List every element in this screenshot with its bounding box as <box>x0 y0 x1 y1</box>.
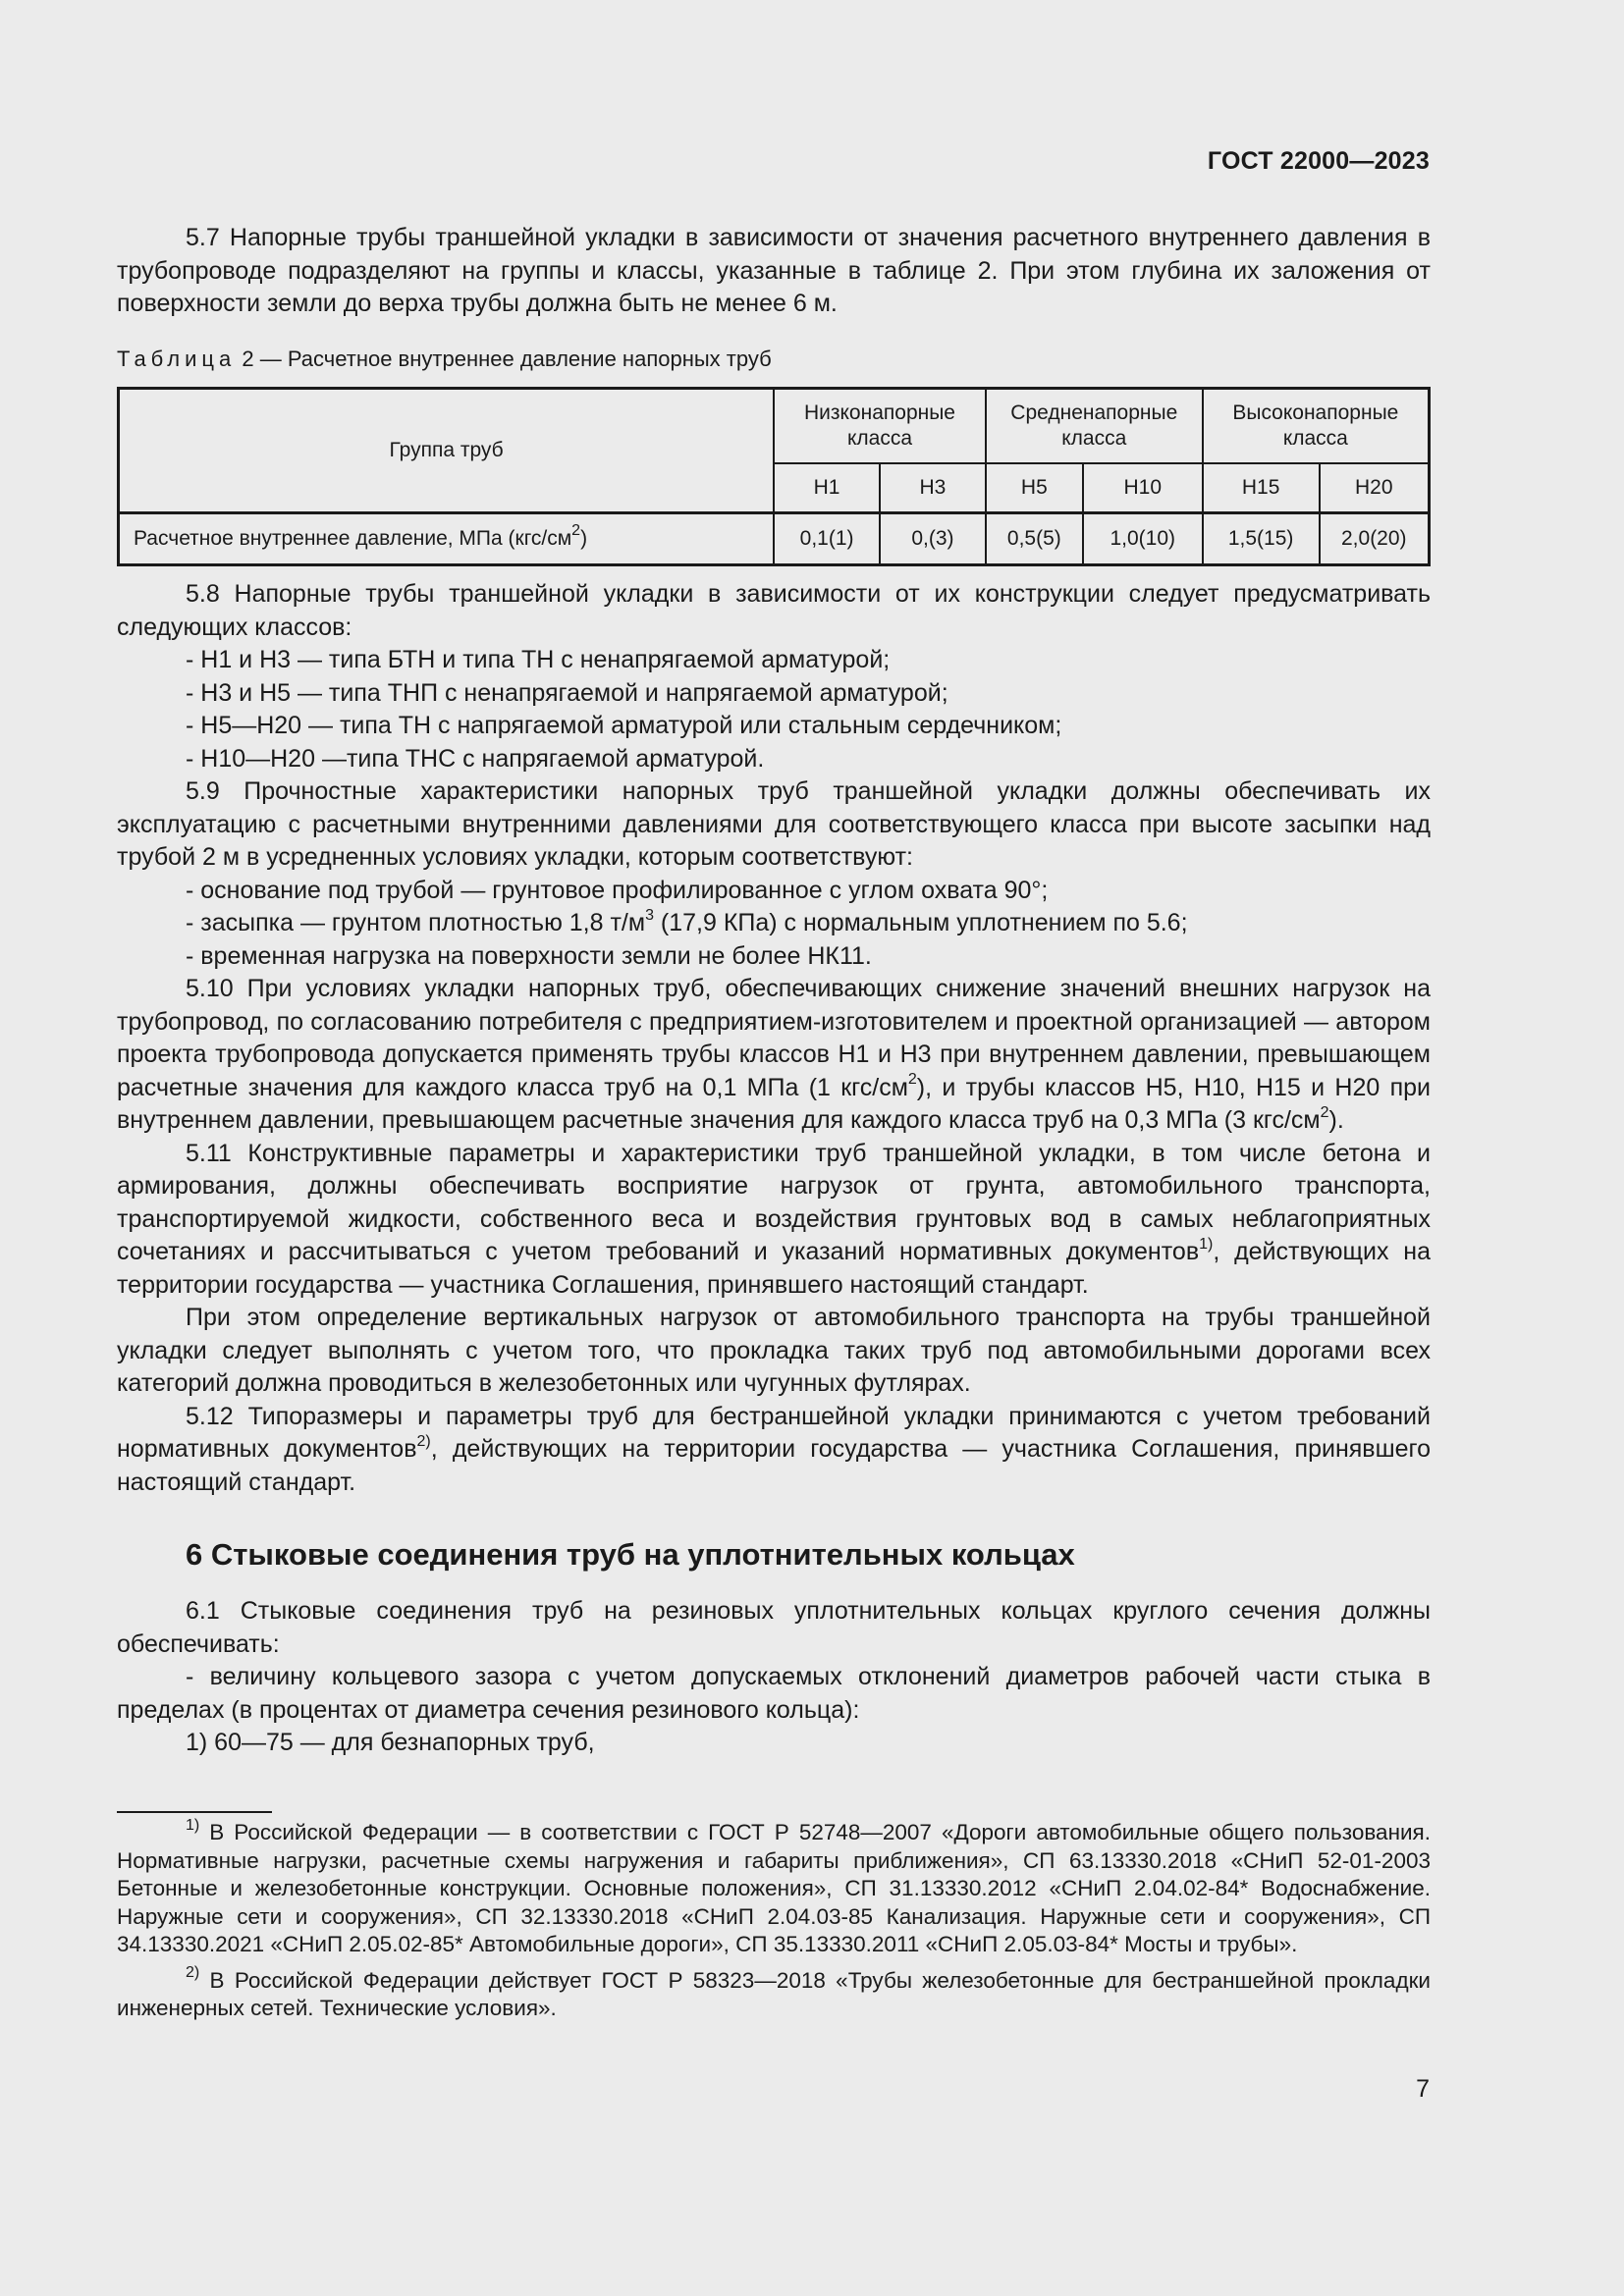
class-cell: Н1 <box>774 463 880 513</box>
footnotes <box>117 1816 1431 2031</box>
list-item: - Н3 и Н5 — типа ТНП с ненапрягаемой и напрягаемой арматурой; <box>186 678 948 707</box>
row-label-cell <box>119 513 775 565</box>
class-cell: Н20 <box>1320 463 1430 513</box>
paragraph-5-9: 5.9 Прочностные характеристики напорных труб траншейной укладки должны обеспечивать их эксплуатацию с расчетными внутренними давлениями для соответствующего класса при высоте засыпки над трубой 2 м в усредненных условиях укладки, которым соответствуют: <box>117 777 1431 871</box>
value-cell: 1,5(15) <box>1203 513 1320 565</box>
table-caption <box>117 343 1431 376</box>
footnote-text: В Российской Федерации — в соответствии с ГОСТ Р 52748—2007 «Дороги автомобильные общего пользования. Нормативные нагрузки, расчетные схемы нагружения и габариты приближения», СП 63.13330.2018 «СНиП 52-01-2003 Бетонные и железобетонные конструкции. Основные положения», СП 31.13330.2012 «СНиП 2.04.02-84* Водоснабжение. Наружные сети и сооружения», СП 32.13330.2018 «СНиП 2.04.03-85 Канализация. Наружные сети и сооружения», СП 34.13330.2021 «СНиП 2.05.02-85* Автомобильные дороги», СП 35.13330.2011 «СНиП 2.05.03-84* Мосты и трубы». <box>117 1820 1431 1956</box>
footnote-ref[interactable]: 2) <box>416 1432 431 1450</box>
list-item: - основание под трубой — грунтовое профилированное с углом охвата 90°; <box>186 876 1049 904</box>
paragraph-5-8: 5.8 Напорные трубы траншейной укладки в зависимости от их конструкции следует предусматривать следующих классов: <box>117 580 1431 641</box>
value-cell: 1,0(10) <box>1083 513 1203 565</box>
list-item: - временная нагрузка на поверхности земли не более НК11. <box>186 941 872 970</box>
class-group-low: Низконапорные класса <box>774 389 986 464</box>
value-cell: 0,5(5) <box>986 513 1083 565</box>
paragraph-text: ), и трубы классов Н5, Н10, Н15 и Н20 при внутреннем давлении, превышающем расчетные значения для каждого класса труб на 0,3 МПа (3 кгс/см <box>117 1073 1431 1134</box>
main-content <box>117 222 1431 1760</box>
list-item: - Н5—Н20 — типа ТН с напрягаемой арматурой или стальным сердечником; <box>186 712 1062 739</box>
value-cell: 0,(3) <box>880 513 986 565</box>
footnote-ref[interactable]: 1) <box>1199 1235 1214 1253</box>
paragraph-text: , действующих на территории государства — участника Соглашения, принявшего настоящий стандарт. <box>117 1238 1431 1299</box>
list-item: 1) 60—75 — для безнапорных труб, <box>186 1729 595 1756</box>
page-number: 7 <box>1416 2075 1430 2103</box>
paragraph-6-1: 6.1 Стыковые соединения труб на резиновых уплотнительных кольцах круглого сечения должны обеспечивать: <box>117 1597 1431 1658</box>
paragraph-text: ). <box>1328 1106 1344 1134</box>
paragraph-text: 5.11 Конструктивные параметры и характеристики труб траншейной укладки, в том числе бетона и армирования, должны обеспечивать восприятие нагрузок от грунта, автомобильного транспорта, транспортируемой жидкости, собственного веса и воздействия грунтовых вод в самых неблагоприятных сочетаниях и рассчитываться с учетом требований и указаний нормативных документов <box>117 1139 1431 1265</box>
group-header-cell: Группа труб <box>119 389 775 513</box>
paragraph-text: 5.12 Типоразмеры и параметры труб для бестраншейной укладки принимаются с учетом требований нормативных документов <box>117 1402 1431 1463</box>
table-caption-prefix: Таблица <box>117 346 237 371</box>
row-label-text: Расчетное внутреннее давление, МПа (кгс/см <box>134 527 572 550</box>
value-cell: 2,0(20) <box>1320 513 1430 565</box>
doc-code-header: ГОСТ 22000—2023 <box>1207 147 1430 175</box>
paragraph-5-11 <box>117 1138 1431 1303</box>
paragraph-text: 5.10 При условиях укладки напорных труб, обеспечивающих снижение значений внешних нагрузок на трубопровод, по согласованию потребителя с предприятием-изготовителем и проектной организацией — автором проекта трубопровода допускается применять трубы классов Н1 и Н3 при внутреннем давлении, превышающем расчетные значения для каждого класса труб на 0,1 МПа (1 кгс/см <box>117 975 1431 1101</box>
row-label-end: ) <box>580 527 588 550</box>
section-6-heading: 6 Стыковые соединения труб на уплотнительных кольцах <box>186 1537 1075 1572</box>
class-cell: Н5 <box>986 463 1083 513</box>
footnote-mark: 1) <box>186 1816 200 1834</box>
class-group-high: Высоконапорные класса <box>1203 389 1430 464</box>
footnote-mark: 2) <box>186 1964 200 1981</box>
paragraph-5-7: 5.7 Напорные трубы траншейной укладки в зависимости от значения расчетного внутреннего давления в трубопроводе подразделяют на группы и классы, указанные в таблице 2. При этом глубина их заложения от поверхности земли до верха трубы должна быть не менее 6 м. <box>117 224 1431 317</box>
list-item-text: - засыпка — грунтом плотностью 1,8 т/м <box>186 909 646 936</box>
table-caption-text: 2 — Расчетное внутреннее давление напорных труб <box>242 346 772 371</box>
paragraph-5-11-cont: При этом определение вертикальных нагрузок от автомобильного транспорта на трубы траншейной укладки следует выполнять с учетом того, что прокладка таких труб под автомобильными дорогами всех категорий должна проводиться в железобетонных или чугунных футлярах. <box>117 1304 1431 1397</box>
paragraph-5-12 <box>117 1401 1431 1500</box>
superscript: 2 <box>1320 1103 1329 1121</box>
footnote-divider <box>117 1811 272 1813</box>
superscript: 3 <box>645 906 654 924</box>
value-cell: 0,1(1) <box>774 513 880 565</box>
list-item: - величину кольцевого зазора с учетом допускаемых отклонений диаметров рабочей части стыка в пределах (в процентах от диаметра сечения резинового кольца): <box>117 1663 1431 1724</box>
paragraph-5-10 <box>117 973 1431 1138</box>
footnote-1 <box>117 1816 1431 1959</box>
class-cell: Н3 <box>880 463 986 513</box>
superscript: 2 <box>907 1071 917 1089</box>
paragraph-text: , действующих на территории государства — участника Соглашения, принявшего настоящий стандарт. <box>117 1435 1431 1496</box>
class-cell: Н15 <box>1203 463 1320 513</box>
footnote-2 <box>117 1964 1431 2023</box>
class-cell: Н10 <box>1083 463 1203 513</box>
pressure-table <box>117 387 1431 566</box>
list-item: - Н1 и Н3 — типа БТН и типа ТН с ненапрягаемой арматурой; <box>186 646 891 673</box>
class-group-medium: Средненапорные класса <box>986 389 1203 464</box>
list-item: - Н10—Н20 —типа ТНС с напрягаемой арматурой. <box>186 744 765 773</box>
row-label-sup: 2 <box>571 522 581 539</box>
list-item <box>117 907 1431 940</box>
list-item-text: (17,9 КПа) с нормальным уплотнением по 5.6; <box>653 909 1188 936</box>
footnote-text: В Российской Федерации действует ГОСТ Р 58323—2018 «Трубы железобетонные для бестраншейной прокладки инженерных сетей. Технические условия». <box>117 1967 1431 2020</box>
